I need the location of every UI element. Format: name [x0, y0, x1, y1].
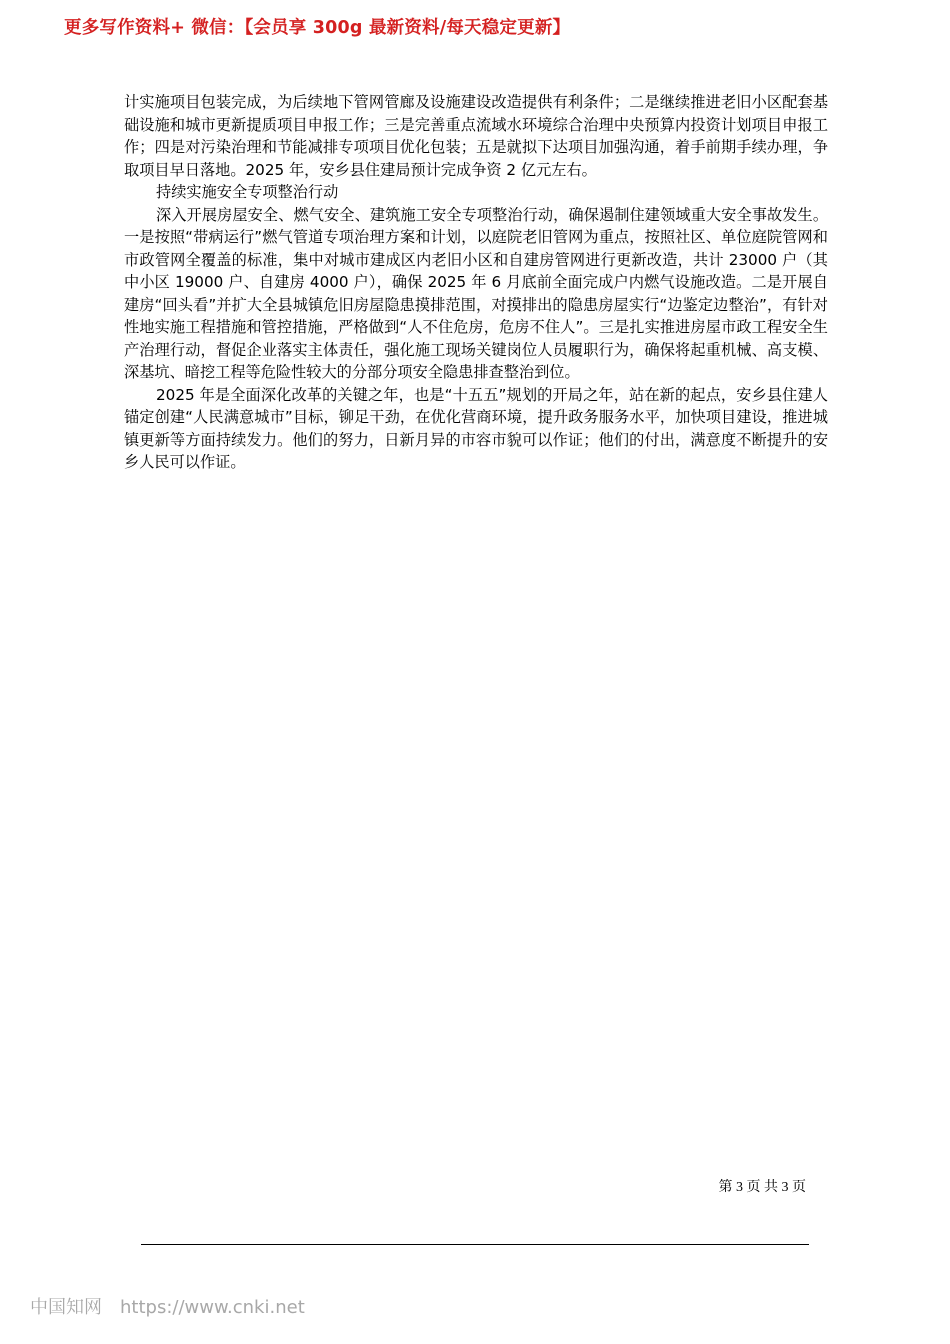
paragraph-conclusion: 2025 年是全面深化改革的关键之年，也是“十五五”规划的开局之年，站在新的起点，安乡县住建人锚定创建“人民满意城市”目标，铆足干劲，在优化营商环境，提升政务服务水平，加快项目建设，推进城镇更新等方面持续发力。他们的努力，日新月异的市容市貌可以作证；他们的付出，满意度不断提升的安乡人民可以作证。 [124, 385, 828, 471]
paragraph-continuation: 计实施项目包装完成，为后续地下管网管廊及设施建设改造提供有利条件；二是继续推进老旧小区配套基础设施和城市更新提质项目申报工作；三是完善重点流域水环境综合治理中央预算内投资计划项目申报工作；四是对污染治理和节能减排专项项目优化包装；五是就拟下达项目加强沟通，着手前期手续办理，争取项目早日落地。2025 年，安乡县住建局预计完成争资 2 亿元左右。 [124, 93, 828, 179]
watermark [30, 1293, 305, 1319]
paragraph-safety: 深入开展房屋安全、燃气安全、建筑施工安全专项整治行动，确保遏制住建领域重大安全事故发生。一是按照“带病运行”燃气管道专项治理方案和计划，以庭院老旧管网为重点，按照社区、单位庭院管网和市政管网全覆盖的标准，集中对城市建成区内老旧小区和自建房管网进行更新改造，共计 23000 户（其中小区 19000 户、自建房 4000 户），确保 2025 年 6 月底前全面完成户内燃气设施改造。二是开展自建房“回头看”并扩大全县城镇危旧房屋隐患摸排范围，对摸排出的隐患房屋实行“边鉴定边整治”，有针对性地实施工程措施和管控措施，严格做到“人不住危房，危房不住人”。三是扎实推进房屋市政工程安全生产治理行动，督促企业落实主体责任，强化施工现场关键岗位人员履职行为，确保将起重机械、高支模、深基坑、暗挖工程等危险性较大的分部分项安全隐患排查整治到位。 [124, 205, 828, 381]
page-number: 第 3 页 共 3 页 [718, 1180, 806, 1195]
footer-divider [141, 1244, 809, 1245]
top-banner: 更多写作资料+ 微信：【会员享 300g 最新资料/每天稳定更新】 [64, 18, 571, 38]
document-body [124, 91, 828, 474]
watermark-url: https://www.cnki.net [120, 1297, 305, 1318]
section-heading: 持续实施安全专项整治行动 [156, 183, 339, 201]
watermark-brand: 中国知网 [30, 1297, 102, 1318]
